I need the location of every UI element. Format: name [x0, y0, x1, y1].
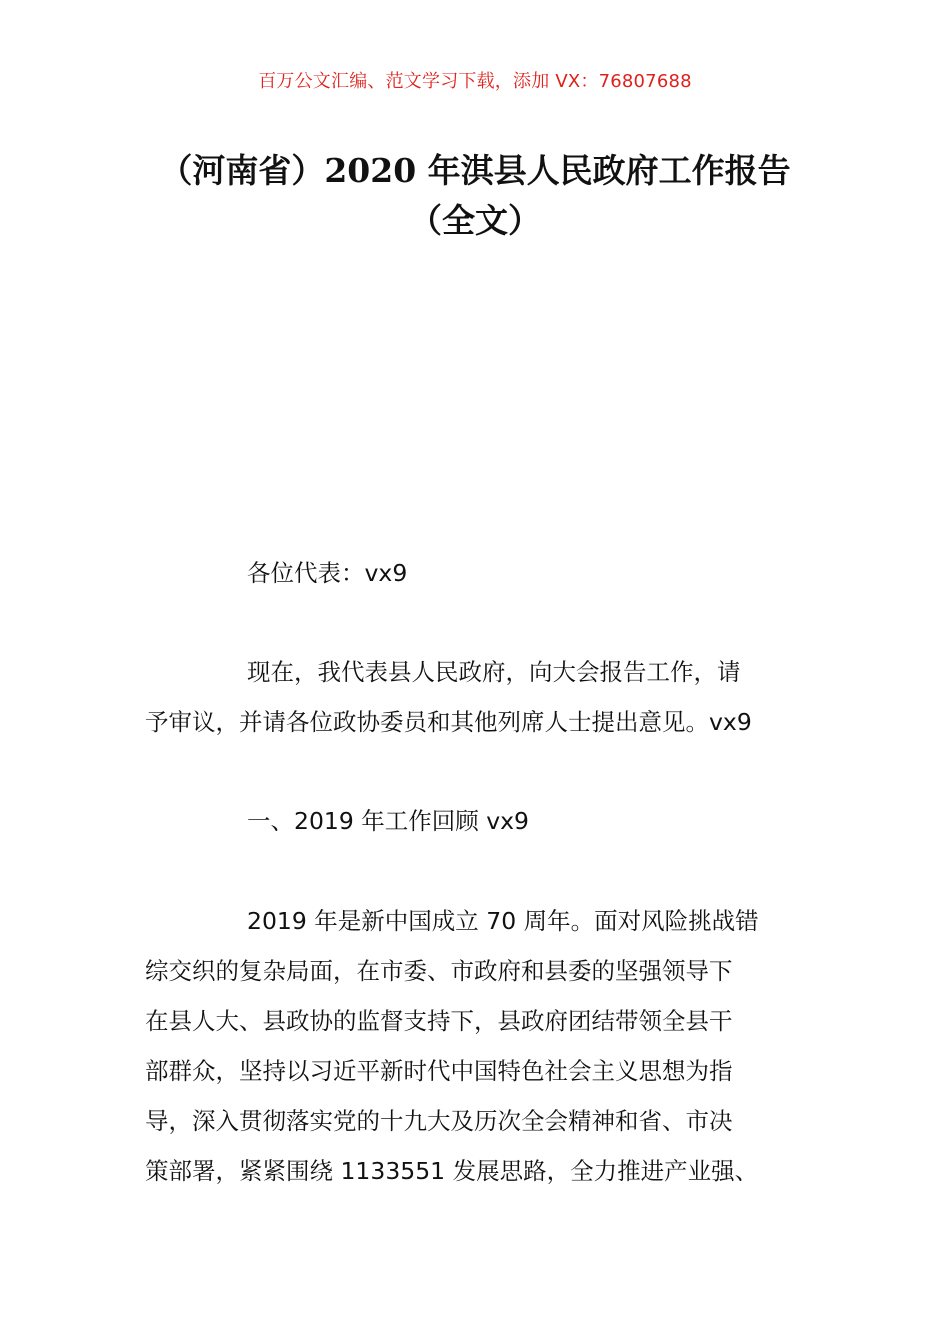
title-line-2: （全文） — [409, 201, 541, 240]
document-title — [110, 146, 840, 246]
paragraph-intro — [145, 647, 807, 747]
paragraph-line: 策部署，紧紧围绕 1133551 发展思路，全力推进产业强、 — [145, 1157, 759, 1185]
paragraph-line: 各位代表：vx9 — [247, 559, 408, 587]
paragraph-line: 一、2019 年工作回顾 vx9 — [247, 807, 530, 835]
paragraph-salutation — [145, 548, 807, 598]
section-heading — [145, 796, 807, 846]
paragraph-line: 导，深入贯彻落实党的十九大及历次全会精神和省、市决 — [145, 1107, 733, 1135]
paragraph-line: 在县人大、县政协的监督支持下，县政府团结带领全县干 — [145, 1007, 733, 1035]
paragraph-line: 部群众，坚持以习近平新时代中国特色社会主义思想为指 — [145, 1057, 733, 1085]
paragraph-review — [145, 896, 807, 1196]
paragraph-line: 予审议，并请各位政协委员和其他列席人士提出意见。vx9 — [145, 708, 752, 736]
header-note: 百万公文汇编、范文学习下载，添加 VX：76807688 — [258, 71, 692, 92]
title-line-1: （河南省）2020 年淇县人民政府工作报告 — [159, 151, 791, 190]
paragraph-line: 现在，我代表县人民政府，向大会报告工作，请 — [247, 658, 741, 686]
paragraph-line: 综交织的复杂局面，在市委、市政府和县委的坚强领导下 — [145, 957, 733, 985]
paragraph-line: 2019 年是新中国成立 70 周年。面对风险挑战错 — [247, 907, 759, 935]
